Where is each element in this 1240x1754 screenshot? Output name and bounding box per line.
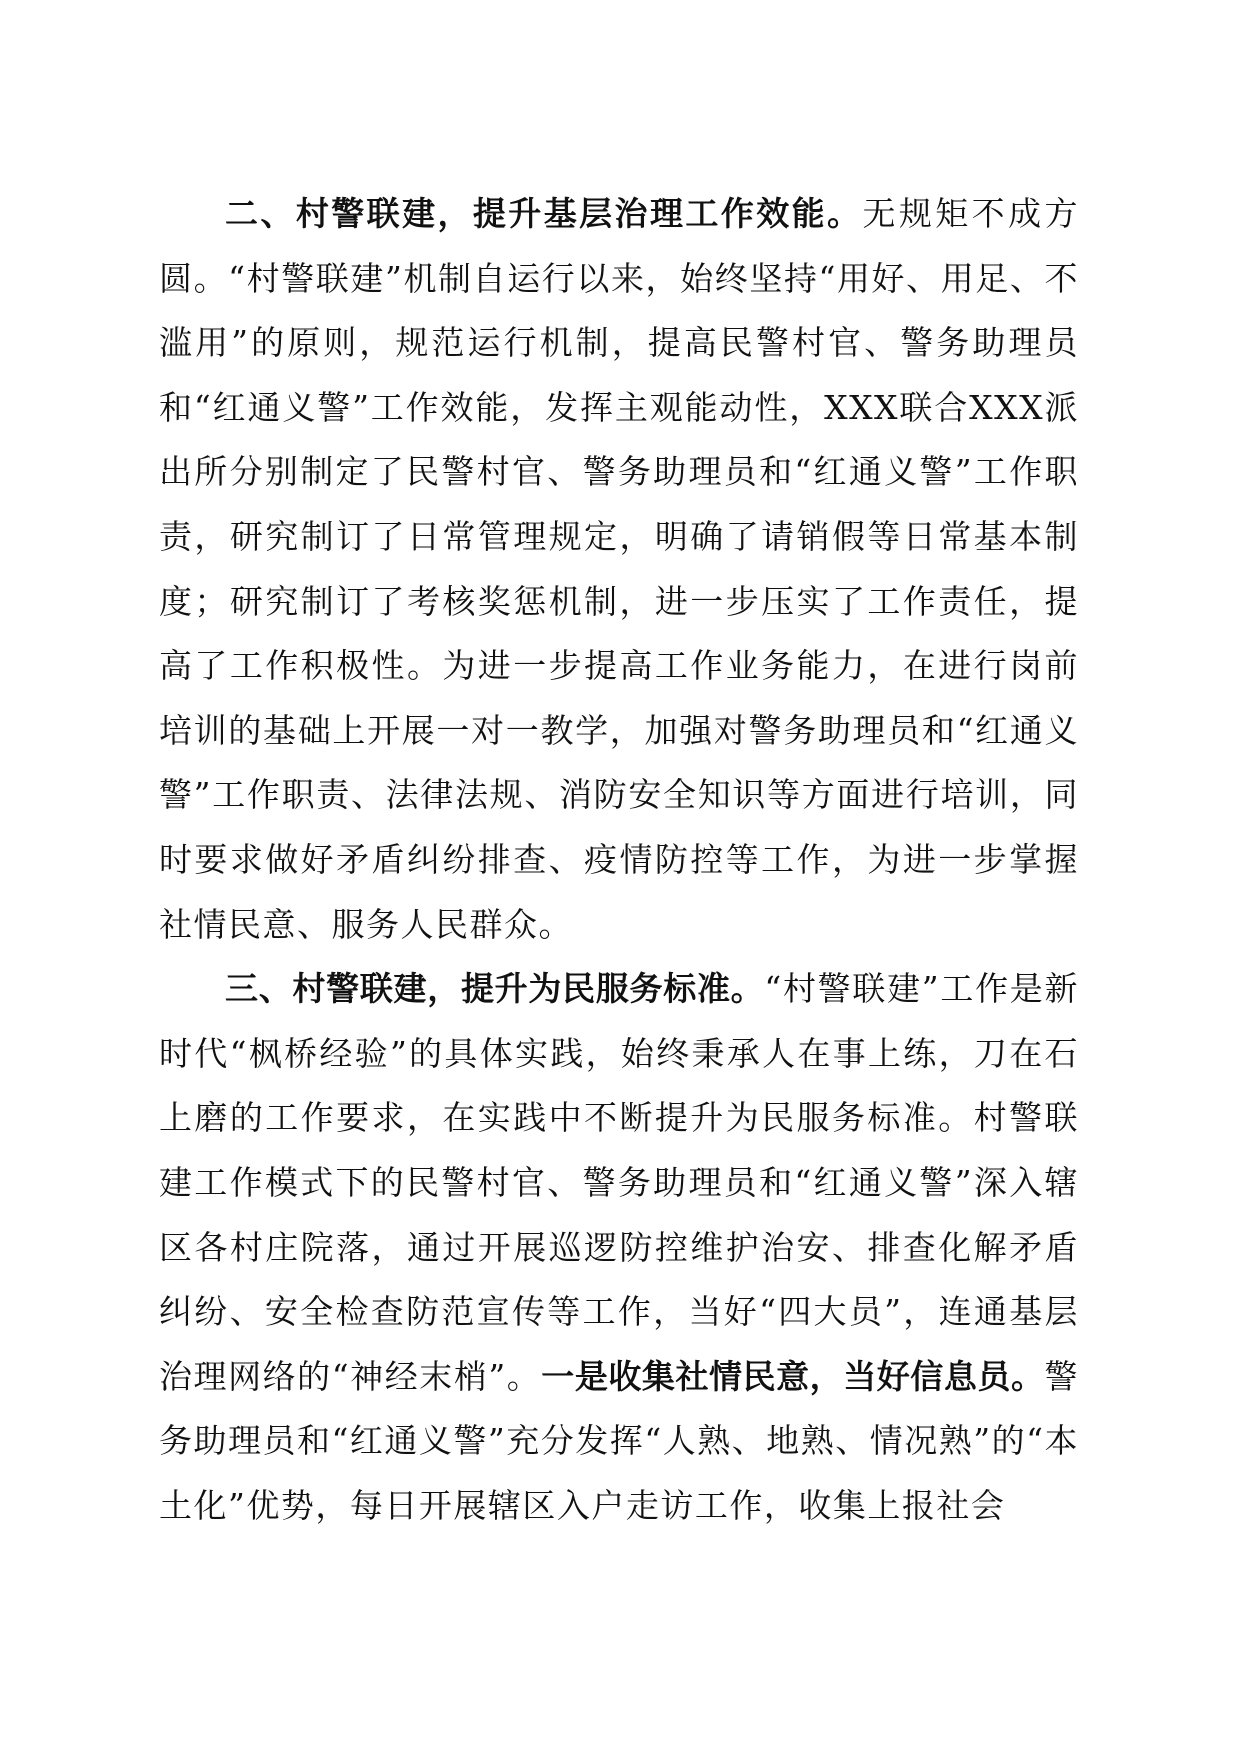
paragraph-service	[159, 957, 1079, 1538]
paragraph-subheading: 一是收集社情民意，当好信息员。	[541, 1356, 1045, 1396]
paragraph-governance	[159, 182, 1079, 957]
paragraph-text: “村警联建”工作是新时代“枫桥经验”的具体实践，始终秉承人在事上练，刀在石上磨的工作要求，在实践中不断提升为民服务标准。村警联建工作模式下的民警村官、警务助理员和“红通义警”深入辖区各村庄院落，通过开展巡逻防控维护治安、排查化解矛盾纠纷、安全检查防范宣传等工作，当好“四大员”，连通基层治理网络的“神经末梢”。	[159, 969, 1080, 1396]
paragraph-heading: 三、村警联建，提升为民服务标准。	[225, 969, 765, 1009]
document-body	[159, 182, 1079, 1538]
paragraph-tail: 警务助理员和“红通义警”充分发挥“人熟、地熟、情况熟”的“本土化”优势，每日开展辖区入户走访工作，收集上报社会	[159, 1356, 1079, 1525]
paragraph-text: 无规矩不成方圆。“村警联建”机制自运行以来，始终坚持“用好、用足、不滥用”的原则，规范运行机制，提高民警村官、警务助理员和“红通义警”工作效能，发挥主观能动性，XXX联合XXX派出所分别制定了民警村官、警务助理员和“红通义警”工作职责，研究制订了日常管理规定，明确了请销假等日常基本制度；研究制订了考核奖惩机制，进一步压实了工作责任，提高了工作积极性。为进一步提高工作业务能力，在进行岗前培训的基础上开展一对一教学，加强对警务助理员和“红通义警”工作职责、法律法规、消防安全知识等方面进行培训，同时要求做好矛盾纠纷排查、疫情防控等工作，为进一步掌握社情民意、服务人民群众。	[159, 194, 1080, 944]
paragraph-heading: 二、村警联建，提升基层治理工作效能。	[225, 194, 863, 233]
